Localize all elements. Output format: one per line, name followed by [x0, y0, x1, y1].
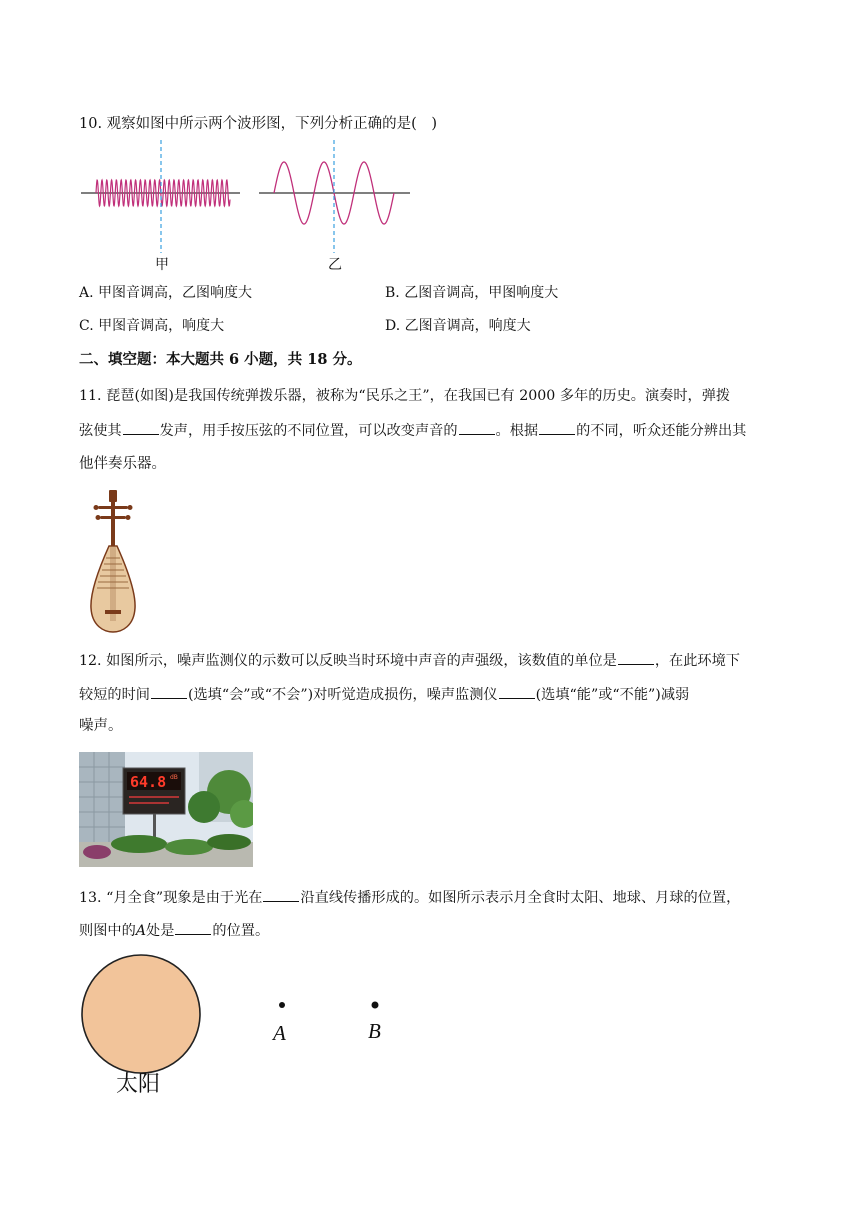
q12-blank-1[interactable] [618, 650, 654, 665]
q12-line2 [79, 684, 689, 705]
point-a-label: A [273, 1021, 286, 1045]
q13-text: 13. “月全食”现象是由于光在 [79, 890, 263, 906]
waveform-yi [259, 140, 410, 253]
q10-waveform-figure [78, 138, 418, 278]
q12-text: (选填“能”或“不能”)减弱 [535, 687, 690, 703]
q13-text: 沿直线传播形成的。如图所示表示月全食时太阳、地球、月球的位置， [300, 890, 741, 906]
q13-line2 [79, 920, 269, 941]
q12-text: ，在此环境下 [654, 653, 740, 669]
q11-line1: 11. 琵琶(如图)是我国传统弹拨乐器，被称为“民乐之王”，在我国已有 2000 多年的历史。演奏时，弹拨 [79, 388, 731, 404]
q12-text: (选填“会”或“不会”)对听觉造成损伤，噪声监测仪 [187, 687, 498, 703]
q13-line1 [79, 887, 740, 908]
point-b-label: B [368, 1019, 381, 1043]
q13-text: 处是 [146, 923, 175, 939]
q13-variable-a: A [135, 923, 147, 939]
sun-circle [82, 955, 200, 1073]
q10-stem: 10. 观察如图中所示两个波形图，下列分析正确的是( ) [79, 116, 437, 132]
q13-blank-1[interactable] [263, 887, 299, 902]
monitor-unit: dB [170, 774, 178, 781]
pipa-image [82, 486, 142, 636]
monitor-reading: 64.8 [130, 773, 167, 791]
q11-blank-1[interactable] [123, 420, 159, 435]
q11-blank-2[interactable] [459, 420, 495, 435]
q12-blank-2[interactable] [151, 684, 187, 699]
label-jia: 甲 [155, 257, 169, 273]
q13-blank-2[interactable] [175, 920, 211, 935]
q10-option-c: C. 甲图音调高，响度大 [79, 318, 225, 334]
q12-blank-3[interactable] [499, 684, 535, 699]
point-a-dot [279, 1002, 285, 1008]
q11-text: 的不同，听众还能分辨出其 [576, 423, 747, 439]
section-title: 二、填空题：本大题共 6 小题，共 18 分。 [79, 351, 362, 368]
q10-option-d: D. 乙图音调高，响度大 [385, 318, 531, 334]
q11-text: 发声，用手按压弦的不同位置，可以改变声音的 [159, 423, 458, 439]
q12-text: 较短的时间 [79, 687, 150, 703]
sun-label: 太阳 [116, 1072, 161, 1097]
label-yi: 乙 [328, 257, 342, 273]
q12-text: 12. 如图所示，噪声监测仪的示数可以反映当时环境中声音的声强级，该数值的单位是 [79, 653, 617, 669]
q10-option-b: B. 乙图音调高，甲图响度大 [385, 285, 559, 301]
q12-line1 [79, 650, 740, 671]
noise-monitor-photo [79, 752, 253, 867]
q11-text: 。根据 [495, 423, 539, 439]
q13-text: 的位置。 [212, 923, 270, 939]
q13-text: 则图中的 [79, 923, 136, 939]
point-b-dot [372, 1002, 379, 1009]
q11-blank-3[interactable] [539, 420, 575, 435]
q11-line3: 他伴奏乐器。 [79, 456, 166, 472]
q12-line3: 噪声。 [79, 718, 123, 734]
waveform-jia [81, 140, 240, 253]
q11-text: 弦使其 [79, 423, 122, 439]
q11-line2 [79, 420, 746, 441]
q10-option-a: A. 甲图音调高，乙图响度大 [79, 285, 253, 301]
